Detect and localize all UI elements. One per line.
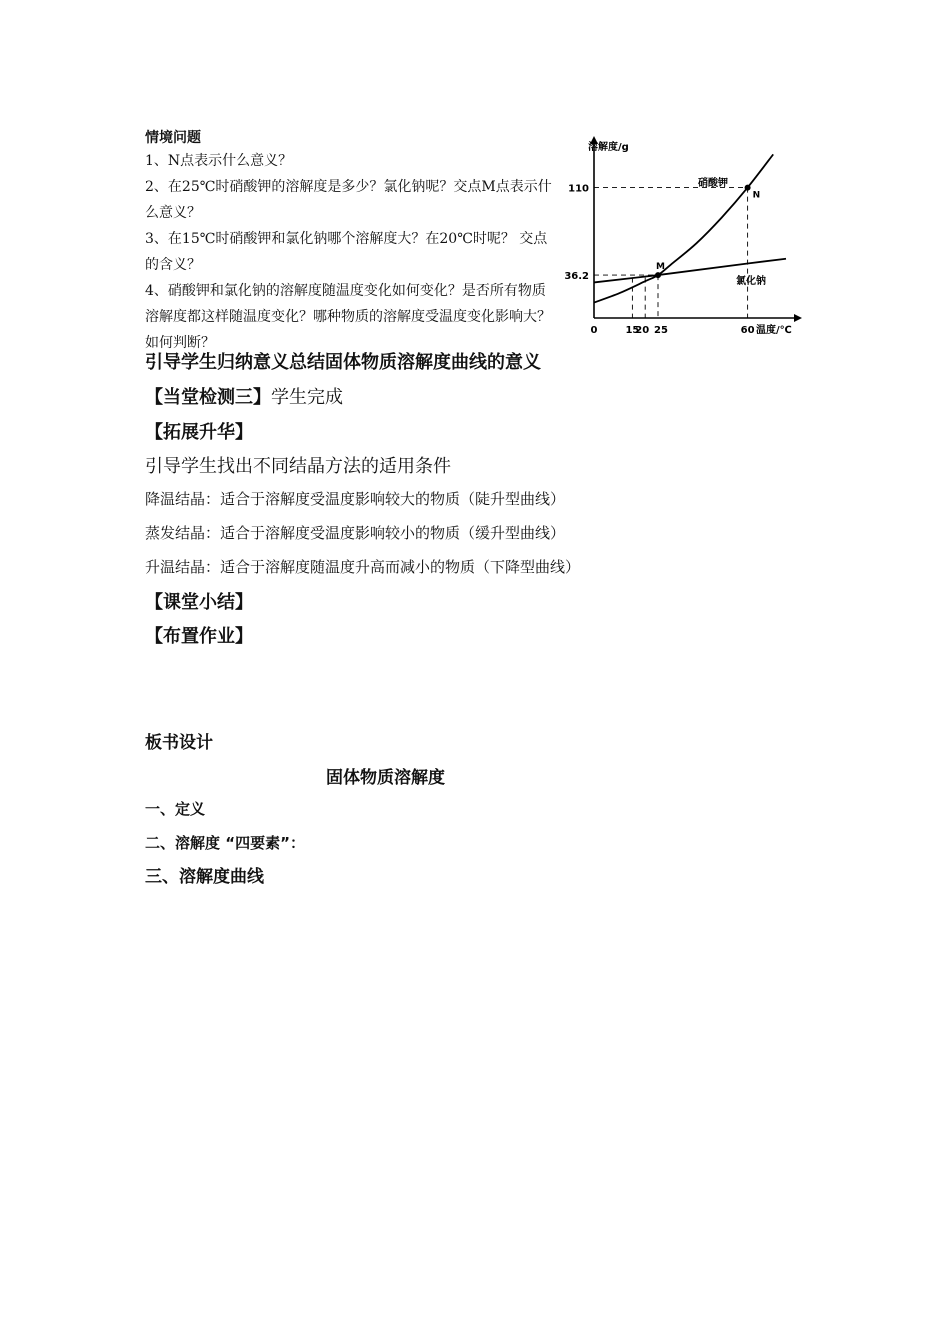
point-label-n: N <box>752 190 761 201</box>
check3-line <box>145 383 343 409</box>
question-3: 3、在15℃时硝酸钾和氯化钠哪个溶解度大？在20℃时呢？ 交点的含义？ <box>145 231 548 273</box>
series-label-nacl: 氯化钠 <box>736 276 766 287</box>
extend-guide: 引导学生找出不同结晶方法的适用条件 <box>145 456 451 477</box>
x-tick-label: 15 <box>625 325 640 336</box>
board-item-1: 一、定义 <box>145 800 206 818</box>
x-axis-arrow <box>794 314 802 322</box>
guide-line: 引导学生归纳意义总结固体物质溶解度曲线的意义 <box>145 352 541 373</box>
x-tick-label: 60 <box>740 325 755 336</box>
y-axis-label: 溶解度/g <box>588 142 629 153</box>
summary-heading: 【课堂小结】 <box>145 592 253 613</box>
question-2: 2、在25℃时硝酸钾的溶解度是多少？氯化钠呢？交点M点表示什么意义？ <box>145 179 552 221</box>
x-axis-label: 温度/℃ <box>756 325 792 336</box>
question-1: 1、N点表示什么意义？ <box>145 153 293 169</box>
x-tick-label: 25 <box>654 325 668 336</box>
check3-bracket: 【当堂检测三】 <box>145 387 271 408</box>
check3-text: 学生完成 <box>271 387 343 408</box>
solubility-chart <box>560 134 810 344</box>
point-m <box>655 272 661 278</box>
extend-heading: 【拓展升华】 <box>145 422 253 443</box>
questions-heading: 情境问题 <box>145 130 201 146</box>
y-tick-label: 110 <box>568 183 589 195</box>
y-tick-label: 36.2 <box>564 271 589 283</box>
board-title: 固体物质溶解度 <box>326 768 445 788</box>
cooling-crystallization: 降温结晶：适合于溶解度受温度影响较大的物质（陡升型曲线） <box>145 490 566 508</box>
board-heading: 板书设计 <box>145 733 213 753</box>
evaporation-crystallization: 蒸发结晶：适合于溶解度受温度影响较小的物质（缓升型曲线） <box>145 524 566 542</box>
series-label-kno3: 硝酸钾 <box>698 178 728 189</box>
board-item-3: 三、溶解度曲线 <box>145 867 264 887</box>
point-n <box>745 185 751 191</box>
homework-heading: 【布置作业】 <box>145 626 253 647</box>
point-label-m: M <box>656 262 665 273</box>
heating-crystallization: 升温结晶：适合于溶解度随温度升高而减小的物质（下降型曲线） <box>145 558 581 576</box>
question-4: 4、硝酸钾和氯化钠的溶解度随温度变化如何变化？是否所有物质溶解度都这样随温度变化？哪种物质的溶解度受温度变化影响大？如何判断？ <box>145 283 551 351</box>
board-item-2: 二、溶解度 “四要素”： <box>145 834 305 852</box>
x-tick-label: 20 <box>635 325 650 336</box>
x-tick-label: 0 <box>590 325 598 336</box>
